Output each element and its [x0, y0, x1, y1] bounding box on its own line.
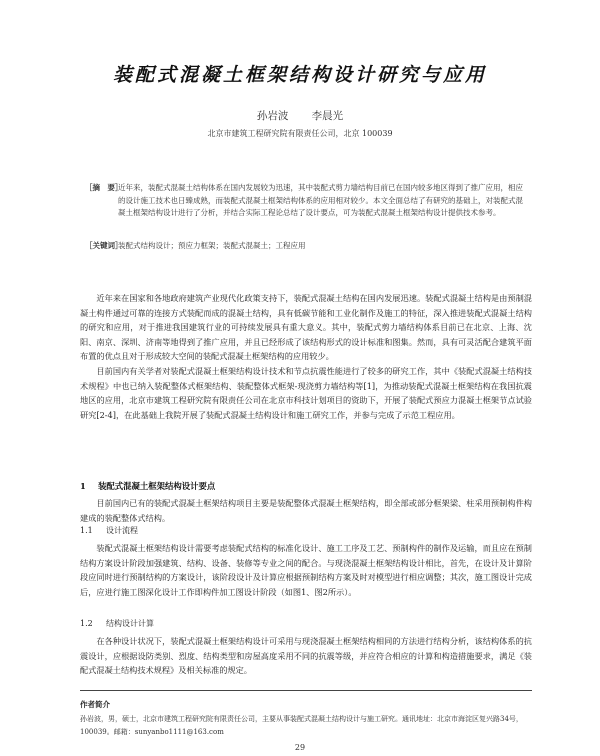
- section-number: 1.1: [80, 526, 93, 535]
- section-1-1-heading: [80, 525, 532, 536]
- section-1-2-paragraph: 在各种设计状况下，装配式混凝土框架结构设计可采用与现浇混凝土框架结构相同的方法进行结构分析，该结构体系的抗震设计，应根据设防类别、烈度、结构类型和房屋高度采用不同的抗震等级，并应符合相应的计算和构造措施要求，满足《装配式混凝土结构技术规程》及相关标准的规定。: [80, 636, 532, 676]
- keywords-text: 装配式结构设计；预应力框架；装配式混凝土；工程应用: [118, 241, 306, 250]
- section-1-paragraph: 目前国内已有的装配式混凝土框架结构项目主要是装配整体式混凝土框架结构，即全部或部分框架梁、柱采用预制构件构建成的装配整体式结构。: [80, 498, 532, 523]
- section-1-2-body: [80, 634, 532, 678]
- section-number: 1: [80, 481, 86, 491]
- page-number: 29: [294, 743, 306, 752]
- author-name: 李晨光: [311, 110, 344, 122]
- section-1-2-heading: [80, 618, 532, 629]
- section-title: 设计流程: [106, 526, 138, 535]
- intro-paragraph-1: 近年来在国家和各地政府建筑产业现代化政策支持下，装配式混凝土结构在国内发展迅速。装配式混凝土结构是由预制混凝土构件通过可靠的连接方式装配而成的混凝土结构，具有低碳节能和工业化制作及施工的特征，深入推进装配式混凝土结构的研究和应用，对于推进我国建筑行业的可持续发展具有重大意义。其中，装配式剪力墙结构体系目前已在北京、上海、沈阳、南京、深圳、济南等地得到了推广应用，并且已经形成了该结构形式的设计标准和图集。然而，具有可灵活配合建筑平面布置的优点且对于形成较大空间的装配式混凝土框架结构的应用较少。: [80, 293, 532, 362]
- author-name: 孙岩波: [256, 110, 289, 122]
- section-1-1-body: [80, 541, 532, 599]
- keywords-label: ［关键词］: [85, 241, 123, 250]
- footnote-divider: [80, 690, 532, 691]
- intro-section: [80, 291, 532, 422]
- keywords-block: [85, 240, 530, 253]
- section-number: 1.2: [80, 619, 93, 628]
- paper-title: 装配式混凝土框架结构设计研究与应用: [112, 64, 487, 86]
- abstract-label: ［摘 要］: [85, 183, 123, 192]
- section-1-heading: [80, 480, 532, 492]
- section-title: 装配式混凝土框架结构设计要点: [98, 481, 216, 491]
- abstract-block: [85, 182, 530, 220]
- affiliation: 北京市建筑工程研究院有限责任公司，北京 100039: [207, 129, 393, 138]
- footnote-text: 孙岩波，男，硕士，北京市建筑工程研究院有限责任公司，主要从事装配式混凝土结构设计与施工研究。通讯地址：北京市海淀区复兴路34号，100039。邮箱：sunyanbo1111@163.com: [80, 715, 523, 736]
- author-list: [0, 108, 600, 123]
- intro-paragraph-2: 目前国内有关学者对装配式混凝土框架结构设计技术和节点抗震性能进行了较多的研究工作，其中《装配式混凝土结构技术规程》中也已纳入装配整体式框架结构、装配整体式框架-现浇剪力墙结构等[1]，为推动装配式混凝土框架结构在我国抗震地区的应用，北京市建筑工程研究院有限责任公司在北京市科技计划项目的资助下，开展了装配式预应力混凝土框架节点试验研究[2-4]，在此基础上我院开展了装配式混凝土结构设计和施工研究工作，并参与完成了示范工程应用。: [80, 365, 532, 420]
- section-1-body: [80, 496, 532, 525]
- abstract-text: 近年来，装配式混凝土结构体系在国内发展较为迅速，其中装配式剪力墙结构目前已在国内较多地区得到了推广应用，相应的设计施工技术也日臻成熟，而装配式混凝土框架结构体系的应用相对较少。本文全面总结了有研究的基础上，对装配式混凝土框架结构设计进行了分析，并结合实际工程论总结了设计要点，可为装配式混凝土框架结构设计提供技术参考。: [118, 183, 523, 217]
- section-1-1-paragraph: 装配式混凝土框架结构设计需要考虑装配式结构的标准化设计、施工工序及工艺、预制构件的制作及运输，而且应在预制结构方案设计阶段加强建筑、结构、设备、装修等专业之间的配合。与现浇混凝土框架结构设计相比，首先，在设计及计算阶段应同时进行预制结构的方案设计，该阶段设计及计算应根据预制结构方案及时对模型进行相应调整；其次，施工图设计完成后，应进行施工图深化设计工作即构件加工图设计阶段（如图1、图2所示）。: [80, 543, 532, 597]
- section-title: 结构设计计算: [106, 619, 154, 628]
- footnote-label: 作者简介: [80, 700, 110, 709]
